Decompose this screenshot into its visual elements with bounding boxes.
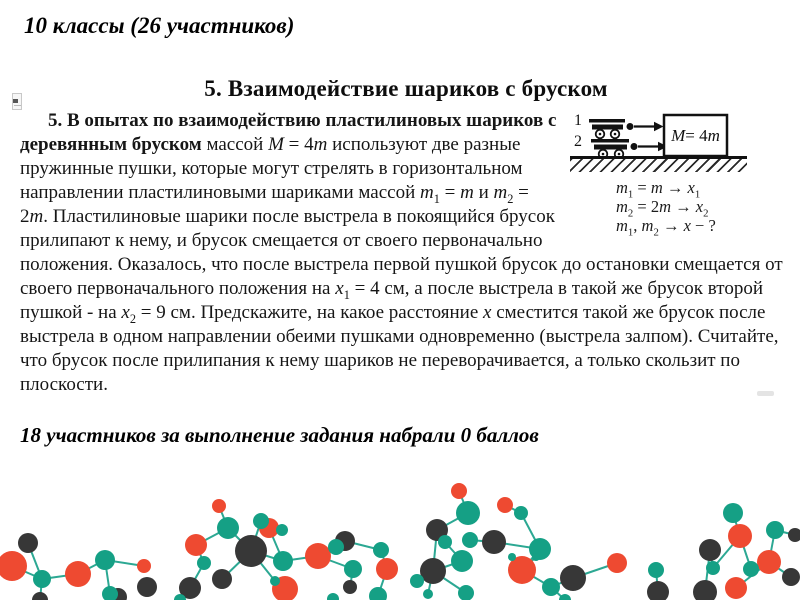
formula-x2: $m_2 = 2m \to x_2$: [616, 197, 709, 220]
class-info-heading: 10 классы (26 участников): [24, 13, 295, 38]
ground-hatch: [570, 156, 747, 172]
figure-formulas: [616, 178, 716, 239]
cannon-2-body: [594, 145, 627, 150]
cannon-1-wheel-hub: [599, 133, 602, 136]
cannon-2-wheel-hub: [618, 153, 621, 156]
cannon-2-top-bar: [591, 139, 629, 143]
cannon-1-top-bar: [589, 119, 625, 123]
slide-content: [20, 76, 792, 448]
ball-2: [631, 143, 638, 150]
physics-diagram: [570, 111, 792, 239]
block-mass-label: M = 4 m: [671, 125, 720, 145]
ball-1: [627, 123, 634, 130]
velocity-arrowhead-1: [654, 122, 664, 131]
cannon-1-body: [592, 125, 623, 130]
slide-title: 5. Взаимодействие шариков с бруском: [204, 76, 608, 101]
formula-x1: $m_1 = m \to x_1$: [616, 178, 701, 201]
problem-paragraph: 1 2 M = 4 m $m_1 = m \to x_1$ $m_2 = 2m \to x_2$ $m_1$, $m_2 \to x$ − ? 5. В опытах по взаимодействию пластилиновых шариков с деревянным бруском массой M = 4m используют две разные пружинные пушки, которые могут стрелять в горизонтальном направлении пластилиновыми шариками массой $m_1 = m$ и $m_2 = 2m$. Пластилиновые шарики после выстрела в покоящийся брусок прилипают к нему, и брусок смещается от своего первоначально положения. Оказалось, что после выстрела первой пушкой брусок до остановки смещается от своего первоначального положения на $x_1 = 4$ см, а после выстрела в такой же брусок второй пушкой - на $x_2 = 9$ см. Предскажите, на какое расстояние x сместится такой же брусок после выстрела в одном направлении обеими пушками одновременно (выстрела залпом). Считайте, что брусок после прилипания к нему шариков не переворачивается, а только скользит по плоскости.: [20, 109, 792, 397]
cannon-1-wheel-hub: [614, 133, 617, 136]
object-anchor-mark: [13, 99, 18, 103]
scroll-dash-icon: [757, 391, 774, 396]
score-summary: 18 участников за выполнение задания набрали 0 баллов: [20, 423, 539, 447]
cannon-2-label: 2: [574, 133, 582, 150]
cannon-1-label: 1: [574, 112, 582, 129]
cannon-2-wheel-hub: [602, 153, 605, 156]
formula-x-question: $m_1$, $m_2 \to x$ − ?: [616, 216, 716, 239]
